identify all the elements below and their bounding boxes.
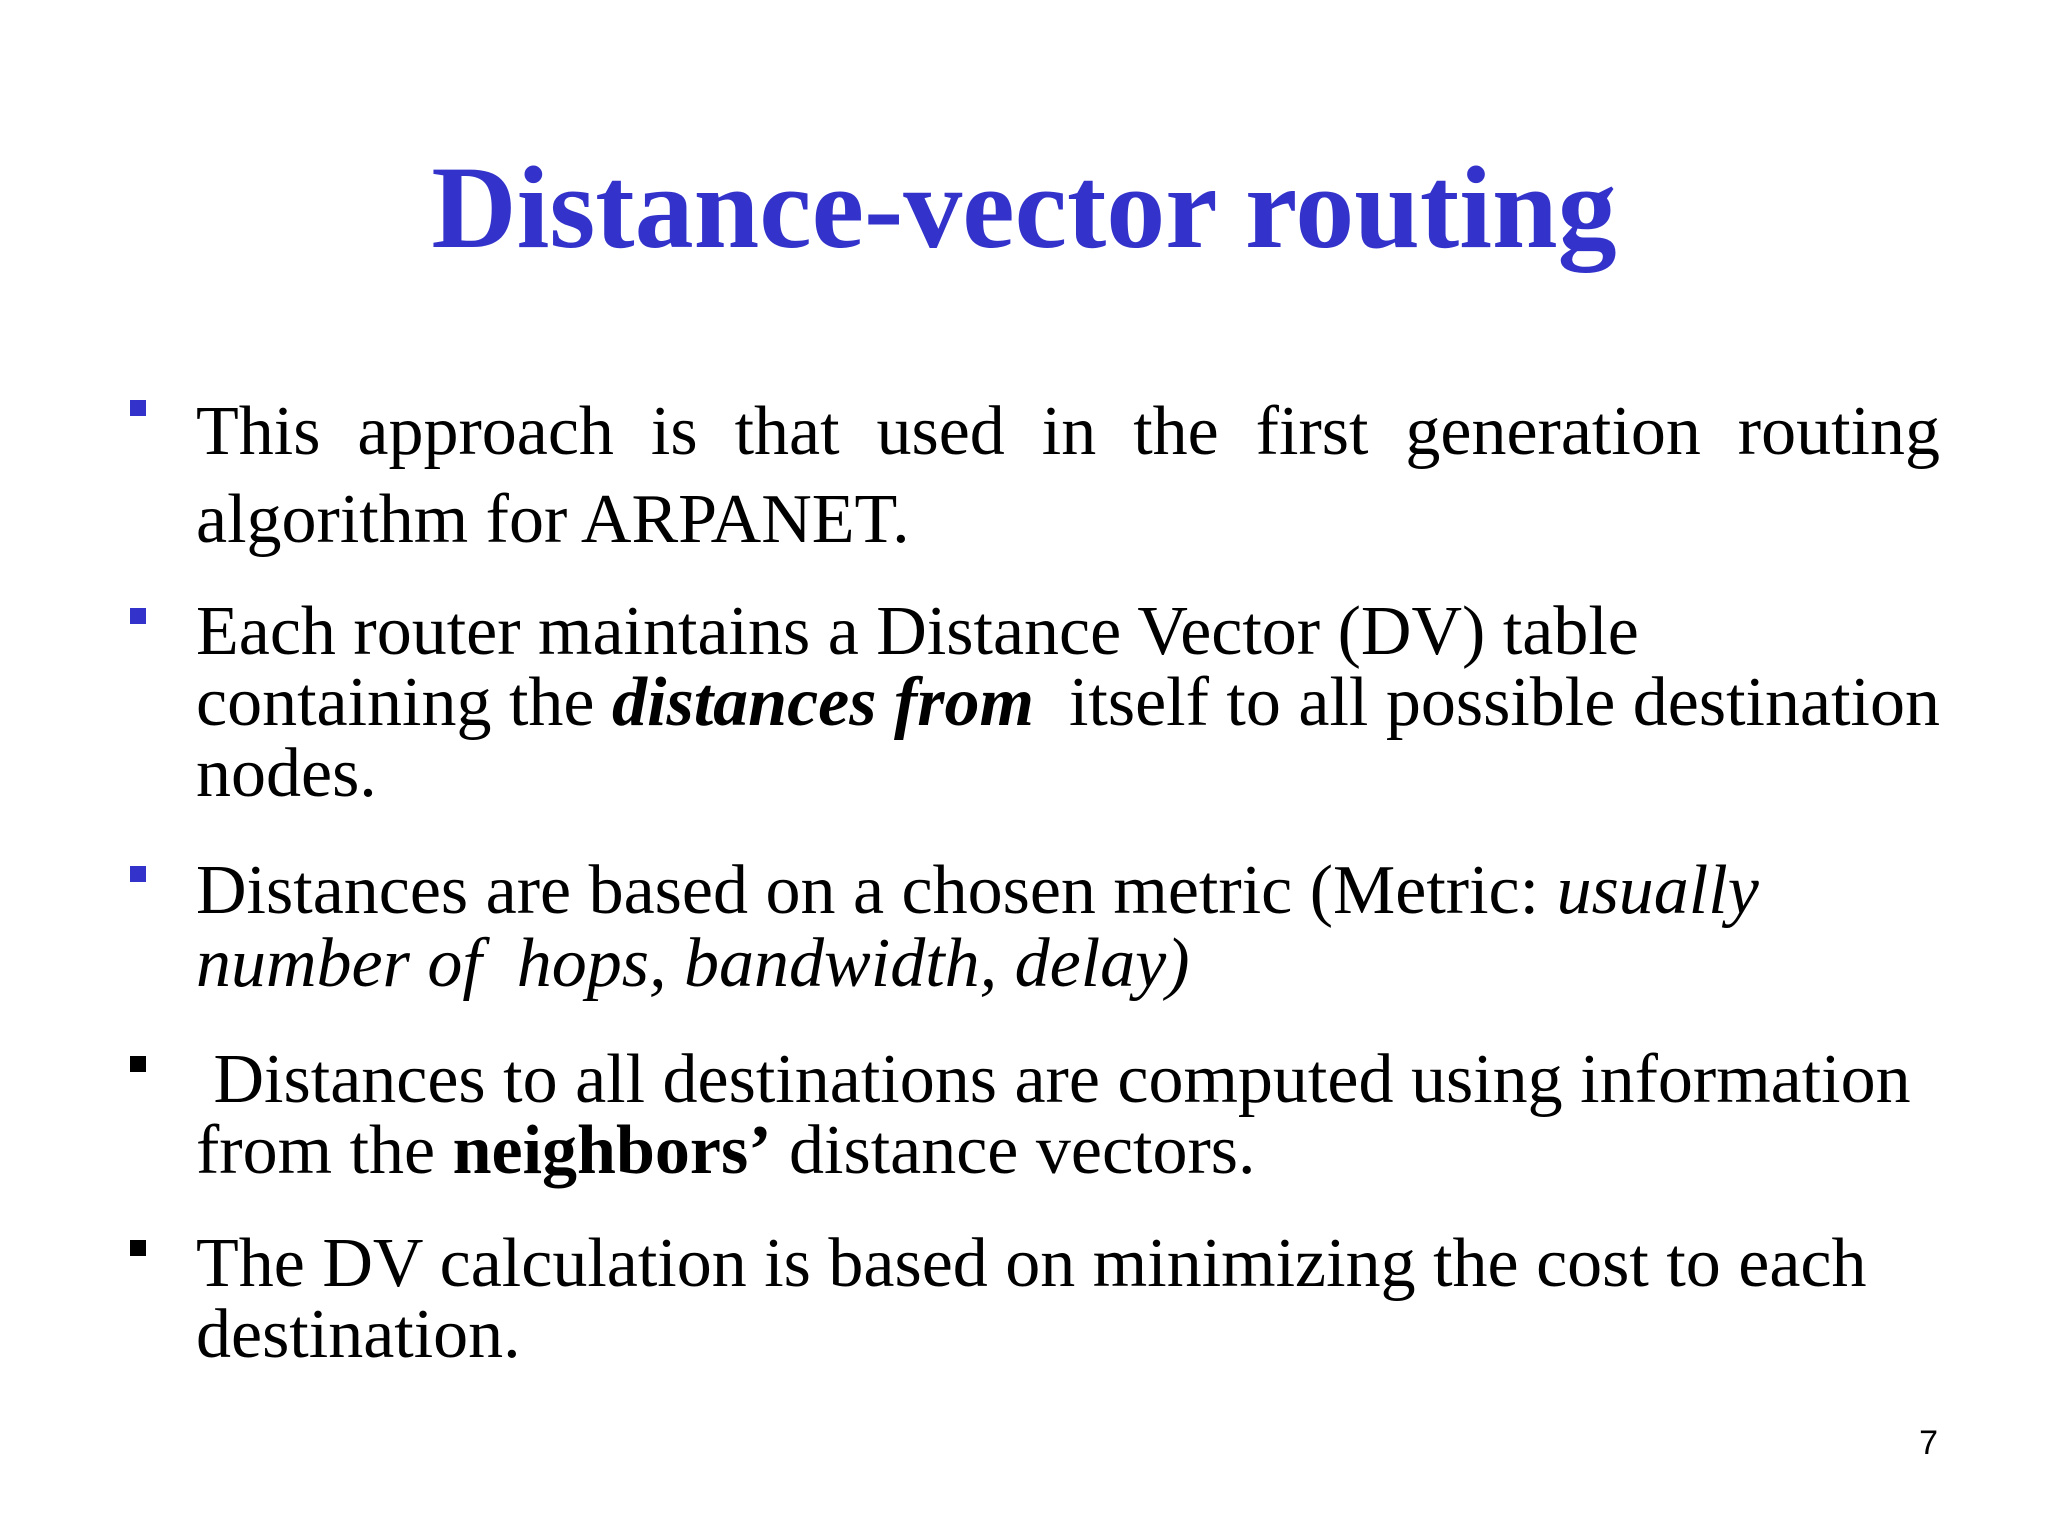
- square-bullet-icon: [130, 866, 146, 882]
- bullet-text: [196, 1225, 1940, 1373]
- bullet-text-part: distance vectors.: [771, 1112, 1256, 1189]
- bullet-text: [196, 854, 1940, 1000]
- bullet-text-content: This approach is that used in the first generation routing algorithm for ARPANET.: [196, 393, 1940, 558]
- slide-title: Distance-vector routing: [431, 142, 1617, 273]
- emphasis-text: neighbors’: [452, 1112, 772, 1189]
- bullet-text-part: Distances are based on a chosen metric (Metric:: [196, 852, 1557, 929]
- bullet-text-content: The DV calculation is based on minimizing the cost to each destination.: [196, 1225, 1867, 1373]
- bullet-text-part: Distances to all destinations are computed using information from the: [196, 1041, 1929, 1189]
- square-bullet-icon: [130, 1240, 146, 1256]
- square-bullet-icon: [130, 1056, 146, 1072]
- page-number: 7: [1919, 1424, 1938, 1462]
- square-bullet-icon: [130, 400, 146, 416]
- bullet-text: [196, 593, 1958, 812]
- bullet-text-part: itself to all possible destination nodes.: [196, 664, 1958, 812]
- square-bullet-icon: [130, 608, 146, 624]
- bullet-text-part: Each router maintains a Distance Vector (DV) table containing the: [196, 593, 1639, 741]
- emphasis-text: distances from: [612, 664, 1034, 741]
- bullet-text: [196, 388, 1940, 564]
- emphasis-text: usually number of hops, bandwidth, delay): [196, 852, 1777, 1002]
- bullet-text: [196, 1041, 1940, 1189]
